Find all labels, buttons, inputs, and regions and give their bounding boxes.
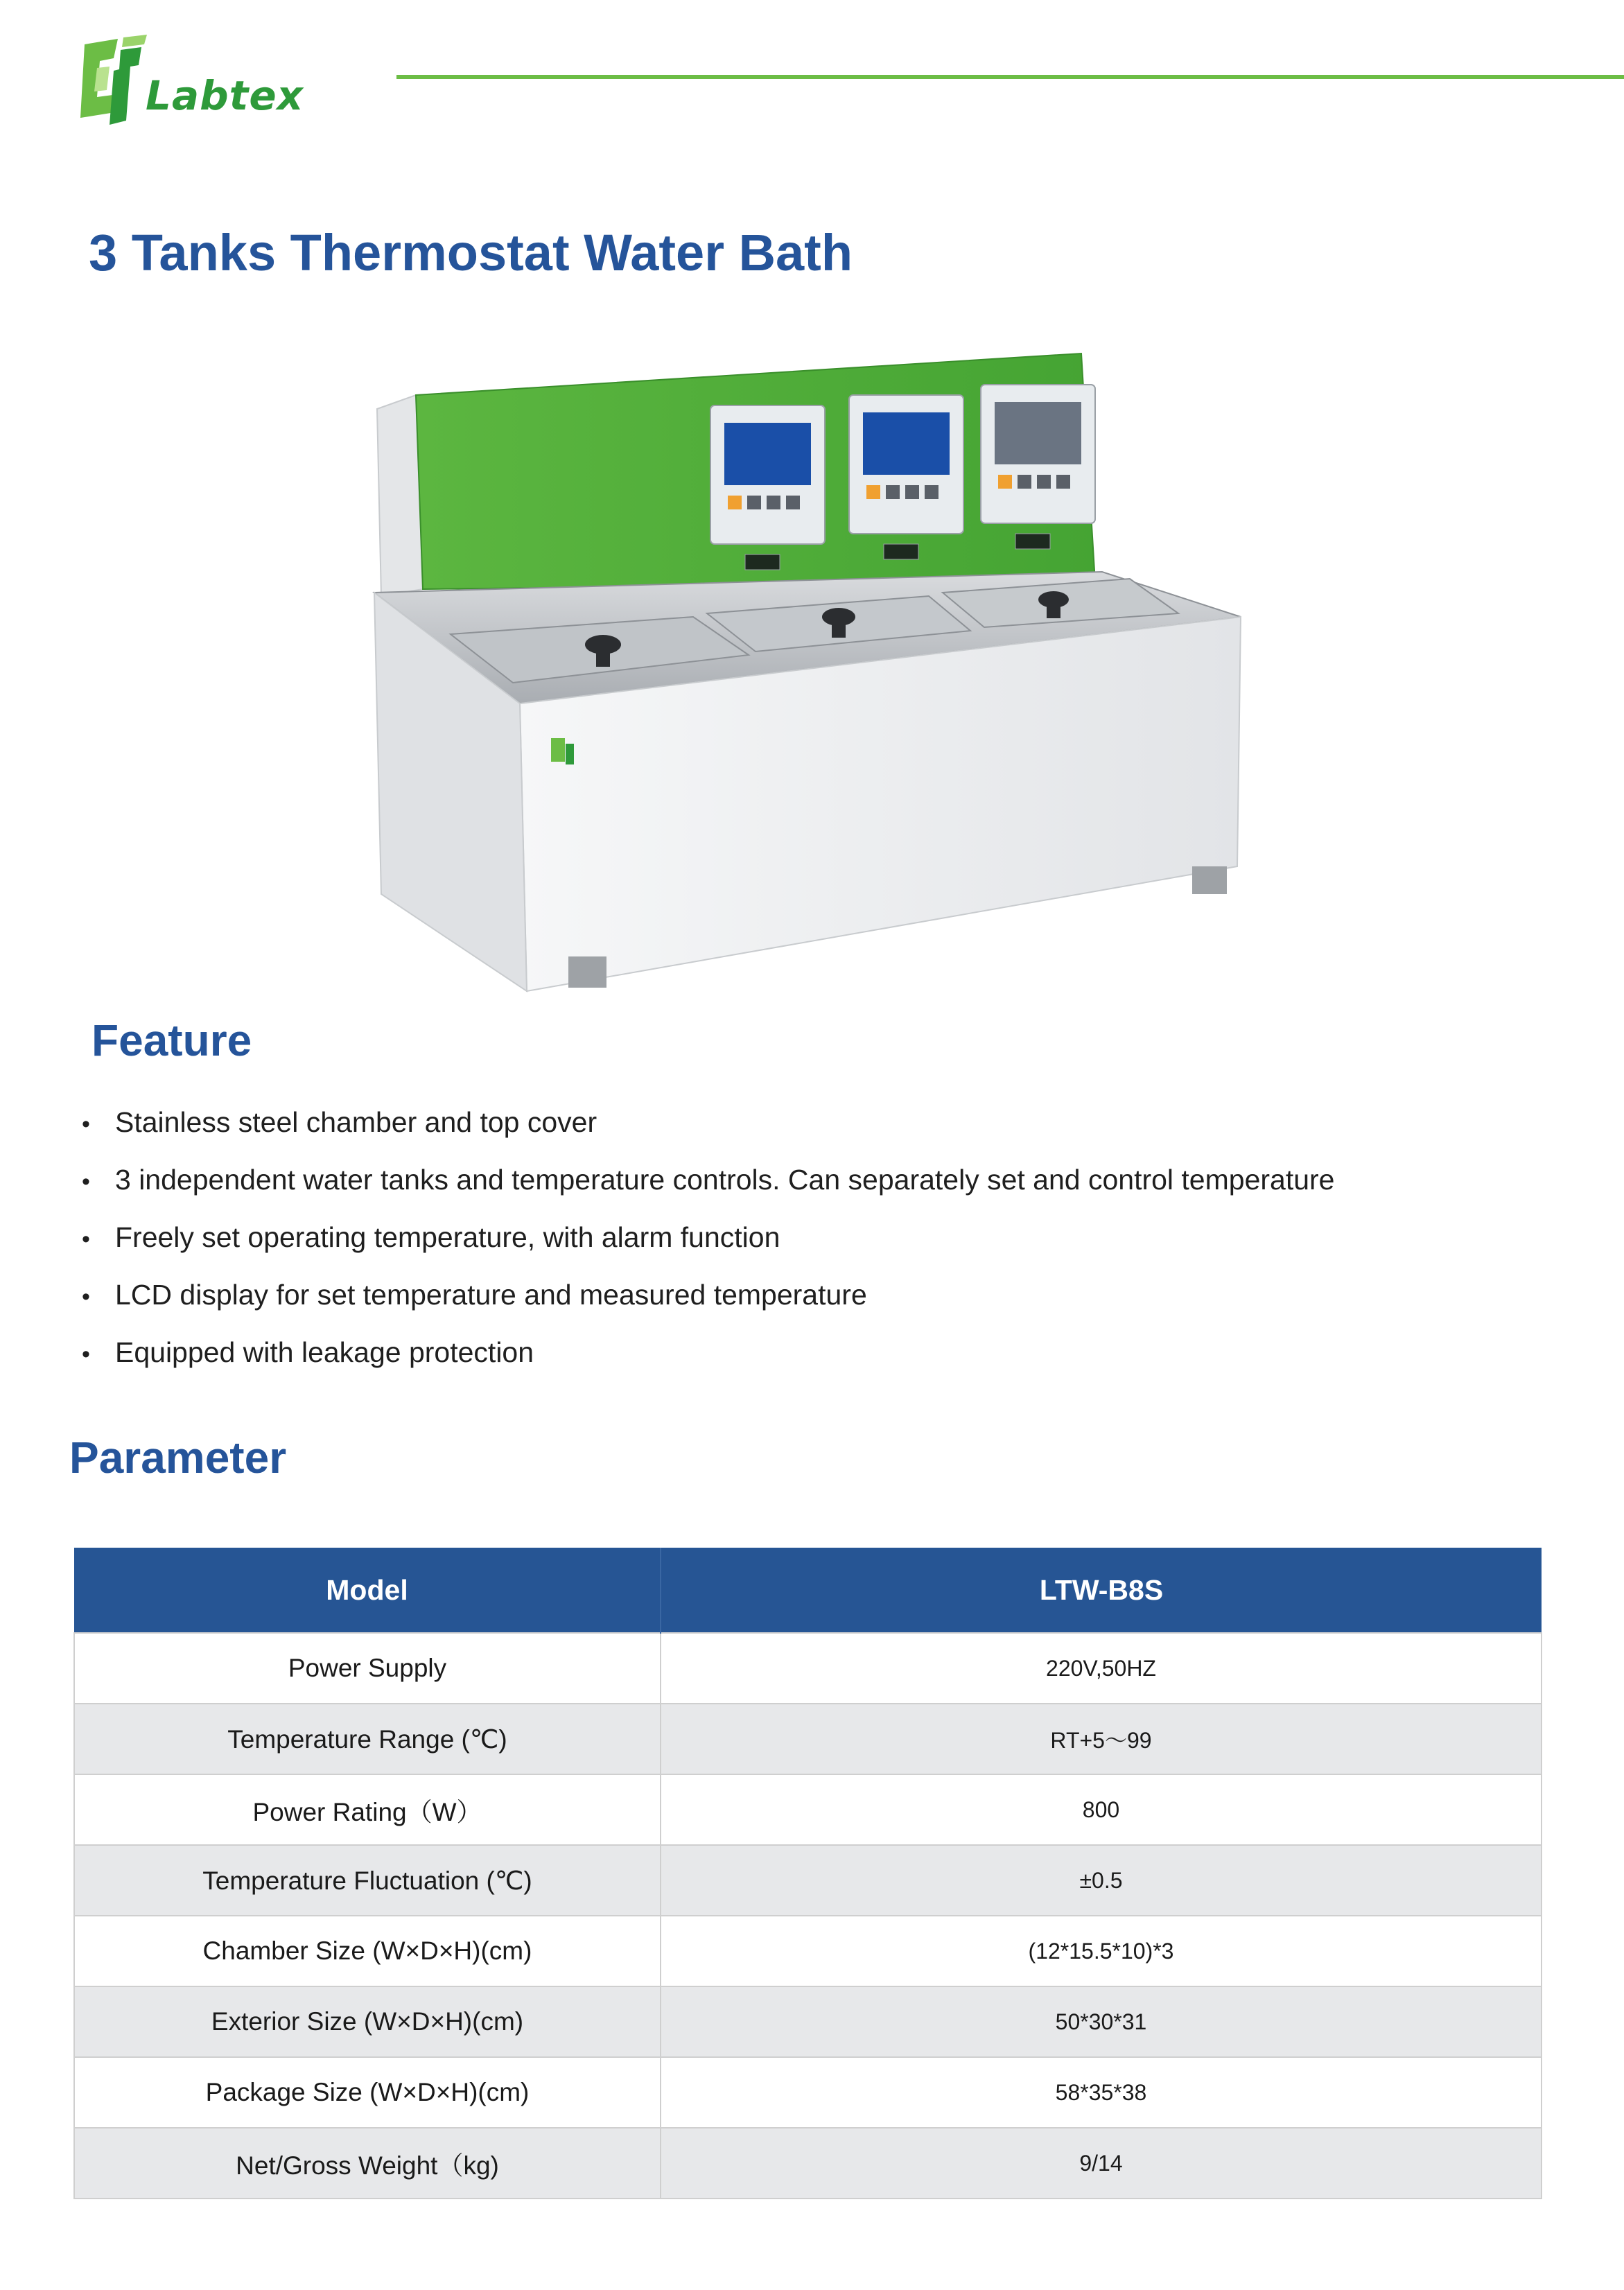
table-row — [74, 1633, 1542, 1704]
feature-text: Stainless steel chamber and top cover — [115, 1106, 597, 1138]
table-row — [74, 1986, 1542, 2057]
param-label: Temperature Range (℃) — [74, 1704, 661, 1774]
feature-heading: Feature — [91, 1015, 252, 1065]
parameter-heading: Parameter — [69, 1433, 287, 1483]
param-value: 9/14 — [661, 2128, 1542, 2199]
list-item — [78, 1102, 1334, 1160]
list-item — [78, 1332, 1334, 1390]
table-row — [74, 2128, 1542, 2199]
list-item — [78, 1160, 1334, 1217]
water-bath-illustration — [360, 340, 1248, 998]
bullet-icon: • — [82, 1169, 90, 1195]
param-value: 220V,50HZ — [661, 1633, 1542, 1704]
param-value: 58*35*38 — [661, 2057, 1542, 2128]
parameter-table — [73, 1548, 1542, 2199]
param-value: RT+5～99 — [661, 1704, 1542, 1774]
bullet-icon: • — [82, 1284, 90, 1310]
param-label: Power Rating（W） — [74, 1774, 661, 1845]
feature-list — [78, 1102, 1334, 1390]
param-value: 800 — [661, 1774, 1542, 1845]
table-row — [74, 2057, 1542, 2128]
list-item — [78, 1275, 1334, 1332]
feature-text: Equipped with leakage protection — [115, 1336, 534, 1368]
column-header-model: Model — [74, 1548, 661, 1633]
feature-text: Freely set operating temperature, with alarm function — [115, 1221, 780, 1253]
param-label: Net/Gross Weight（kg) — [74, 2128, 661, 2199]
list-item — [78, 1217, 1334, 1275]
page-title: 3 Tanks Thermostat Water Bath — [89, 224, 853, 281]
table-row — [74, 1704, 1542, 1774]
bullet-icon: • — [82, 1226, 90, 1252]
param-value: (12*15.5*10)*3 — [661, 1916, 1542, 1986]
param-value: ±0.5 — [661, 1845, 1542, 1916]
logo-text: Labtex — [146, 72, 304, 119]
table-row — [74, 1774, 1542, 1845]
param-label: Exterior Size (W×D×H)(cm) — [74, 1986, 661, 2057]
table-header-row — [74, 1548, 1542, 1633]
feature-text: 3 independent water tanks and temperature controls. Can separately set and control temperature — [115, 1164, 1335, 1196]
param-label: Power Supply — [74, 1633, 661, 1704]
param-label: Package Size (W×D×H)(cm) — [74, 2057, 661, 2128]
labtex-logo-mark-icon — [69, 32, 152, 129]
labtex-logo — [69, 32, 319, 129]
param-value: 50*30*31 — [661, 1986, 1542, 2057]
param-label: Temperature Fluctuation (℃) — [74, 1845, 661, 1916]
bullet-icon: • — [82, 1341, 90, 1367]
column-header-value: LTW-B8S — [661, 1548, 1542, 1633]
param-label: Chamber Size (W×D×H)(cm) — [74, 1916, 661, 1986]
table-row — [74, 1916, 1542, 1986]
feature-text: LCD display for set temperature and measured temperature — [115, 1279, 867, 1311]
product-image — [360, 340, 1248, 998]
table-row — [74, 1845, 1542, 1916]
header-divider — [396, 75, 1624, 79]
bullet-icon: • — [82, 1111, 90, 1137]
